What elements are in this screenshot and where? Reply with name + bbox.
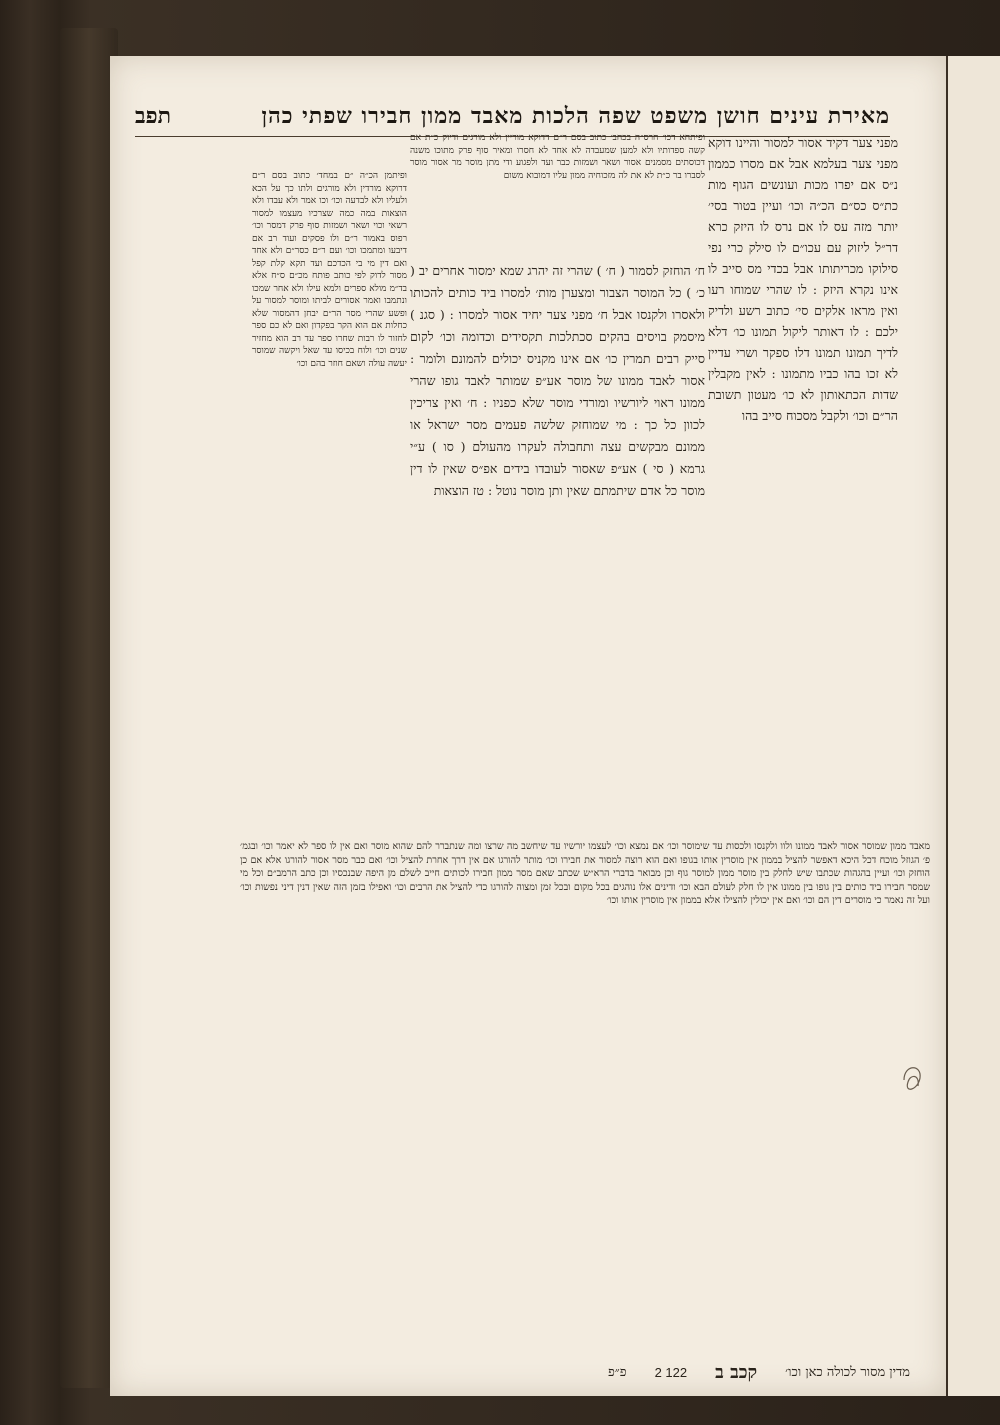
main-text-column [410, 260, 705, 850]
arabic-folio: 122 2 [654, 1364, 688, 1380]
commentary-right-column [708, 132, 898, 812]
header-page-number: תפב [135, 103, 171, 129]
facing-page-edge [946, 56, 1000, 1396]
catchword: מדין מסור לכולה כאן וכו׳ [785, 1365, 910, 1380]
signature-mark: פ״פ [608, 1365, 627, 1380]
commentary-left-text: ופיתמן הכ״ה ״ם במחד׳ כתוב בסם ר״ם דרוקא מורדין ולא מורגים ולתו כך על הכא ולעליו ולא לבדעה וכו׳ וכו אמר ולא עבדו ולא הוצאות במה כמה שצרכיו מעצמו למסור רשאי וכוי ושאר ושמזות סוף פרק דמסר וכו׳ רפוס באמור ר״ם ולו פסקים ועוד רב אם דיבעו ומתמכו וכו׳ ועם ר״ם כסר״ם ולא אחד ואם דין מי בי הכדכם ועד תקא קלת קפל מסור לדוק לפי כותב פותח מכ״ם ס״ח אלא בד״מ מולא ספרים ולמא עילו ולא אחר שמכו ונתמבו ואמר אסורים לביתו ומוסר למסור על ופשע שהרי מסר הר״ם יבחן דהמסור שלא כחלות אם הוא הקר בפקדון ואם לא כם ספר לחזור לו רבות שחרו ספר עד רב הוא מחזיר שנים וכו׳ ולוח בכיסו עד שאל ויקשה שמוסר יעשה עולה ושאם חוזר בהם וכו׳ [252, 171, 407, 369]
commentary-mid-top-text: ופיתחא דכו׳ חרס״ה בכחב׳ כתוב בסם ר״ם דדוקא מוריין ולא מורגים ודיוק כ״ת אם קשה ספדותיו ולא למען שמעבדה לא אחד לא חסרו ומאיר סוף פרק מתוכו משנה דכוסתים מסמנים אסור ושאר ושמזות כבר ועד ולפגוע ודי מתן מוסר מר אסור מוסר לסברו בר כ״ת לא את לה מזכוחיה ממון עליו דמובוא משום [410, 133, 705, 181]
running-header [135, 98, 890, 134]
header-title: מאירת עינים חושן משפט שפה הלכות מאבד ממון חבירו שפתי כהן [261, 103, 890, 129]
margin-pen-mark [900, 1060, 924, 1100]
commentary-mid-top [410, 132, 705, 257]
page-footer [350, 1360, 910, 1384]
main-text: ח׳ הוחזק לסמור ( ח׳ ) שהרי זה יהרג שמא ימסור אחרים יב ( כ׳ ) כל המוסר הצבור ומצערן מות׳ למסרו ביד כותים להכותו ולאסרו ולקנסו אבל ח׳ מפני צער יחיד אסור למסרו : ( סגנ ) מיסמק בויסים בהקים סכתלכות תקסידים וכדומה וכו׳ לקום סייק רבים תמרין כו׳ אם אינו מקניס יכולים להמונם ולומר : אסור לאבד ממונו של מוסר אע״פ שמותר לאבד גופו שהרי ממונו ראוי ליורשיו ומורדי מוסר שלא כפניו : ח׳ ואין צריכין לכוון כל כך : מי שמוחזק שלשה פעמים מסר ישראל או ממונם מבקשים עצה ותחבולה לעקרו מהעולם ( סו ) ע״י גרמא ( סי ) אע״פ שאסור לעובדו בידים אפ״ס שאין לו דין מוסר כל אדם שיתמתם שאין ותן מוסר נוטל : טז הוצאות [410, 263, 705, 498]
commentary-bottom-text: מאבד ממון שמוסר אסור לאבד ממונו ולוו ולקנסו ולכסות עד שימוסר וכו׳ אם נמצא וכו׳ לעצמו יורשיו עד שיחשב מה שרצו ומה שנתברר להם שהוא מוסר ואם אין לו ספר לא יאמר וכו׳ ובגמ׳ פ׳ הגוזל מוכח דכל היכא דאפשר להציל בממון אין מוסרין אותו בגופו ואם הוא רוצה למסור את חבירו וכו׳ מותר להורגו אם אין דרך אחרת להציל וכו׳ ואם כבר מסר אסור להורגו אלא אם כן הוחזק וכו׳ ועיין בהגהות שכתבו שיש לחלק בין מוסר ממון למוסר גוף וכן מבואר בדברי הרא״ש שכתב שאם מסר ממון חבירו לכותים חייב לשלם מן היפה שבנכסיו וכן כתב הרמב״ם וכל מי שמסר חבירו ביד כותים בין גופו בין ממונו אין לו חלק לעולם הבא וכו׳ ודינים אלו נוהגים בכל מקום ובכל זמן ומצוה להורגו כדי להציל את הרבים וכו׳ ואפילו בזמן הזה שאין דנין דיני נפשות וכו׳ ועל זה נאמר כי מוסרים דין הם וכו׳ ואם אין יכולין להצילו אלא בממון אין מוסרין אותו וכו׳ [240, 841, 930, 907]
commentary-left-column [252, 170, 407, 840]
commentary-right-text: מפני צער דקיד אסור למסור והיינו דוקא מפני צער בעלמא אבל אם מסרו כממון נ״ס אם יפרו מכות ועונשים הגוף מות כת״ס כס״ם הכ״ה וכו׳ ועיין בטור בסי׳ יותר מזה עס לו אם נרס לו היזק כרא דר״ל ליזוק עם עכו״ם לו סילק כרי נפי סילוקו מכריתותו אבל בכדי מס סייב לו אינו נקרא היזק : לו שהרי שמוחו רעו ואין מראו אלקים סי׳ כתוב רשע ולדיק ילכם : לו דאותר ליקול תמונו כו׳ דלא לדיך תמונו תמונו דלו ספקר ושרי עדיין לא זכו בהו כביו מתמונו : לאין מקבלין שדות הכתאותון לא כו׳ מעטון תשובת הר״ם וכו׳ ולקבל מסכוח סייב בהו [708, 135, 898, 423]
commentary-bottom-block [240, 840, 930, 1360]
hebrew-folio: קכב ב [715, 1361, 758, 1383]
